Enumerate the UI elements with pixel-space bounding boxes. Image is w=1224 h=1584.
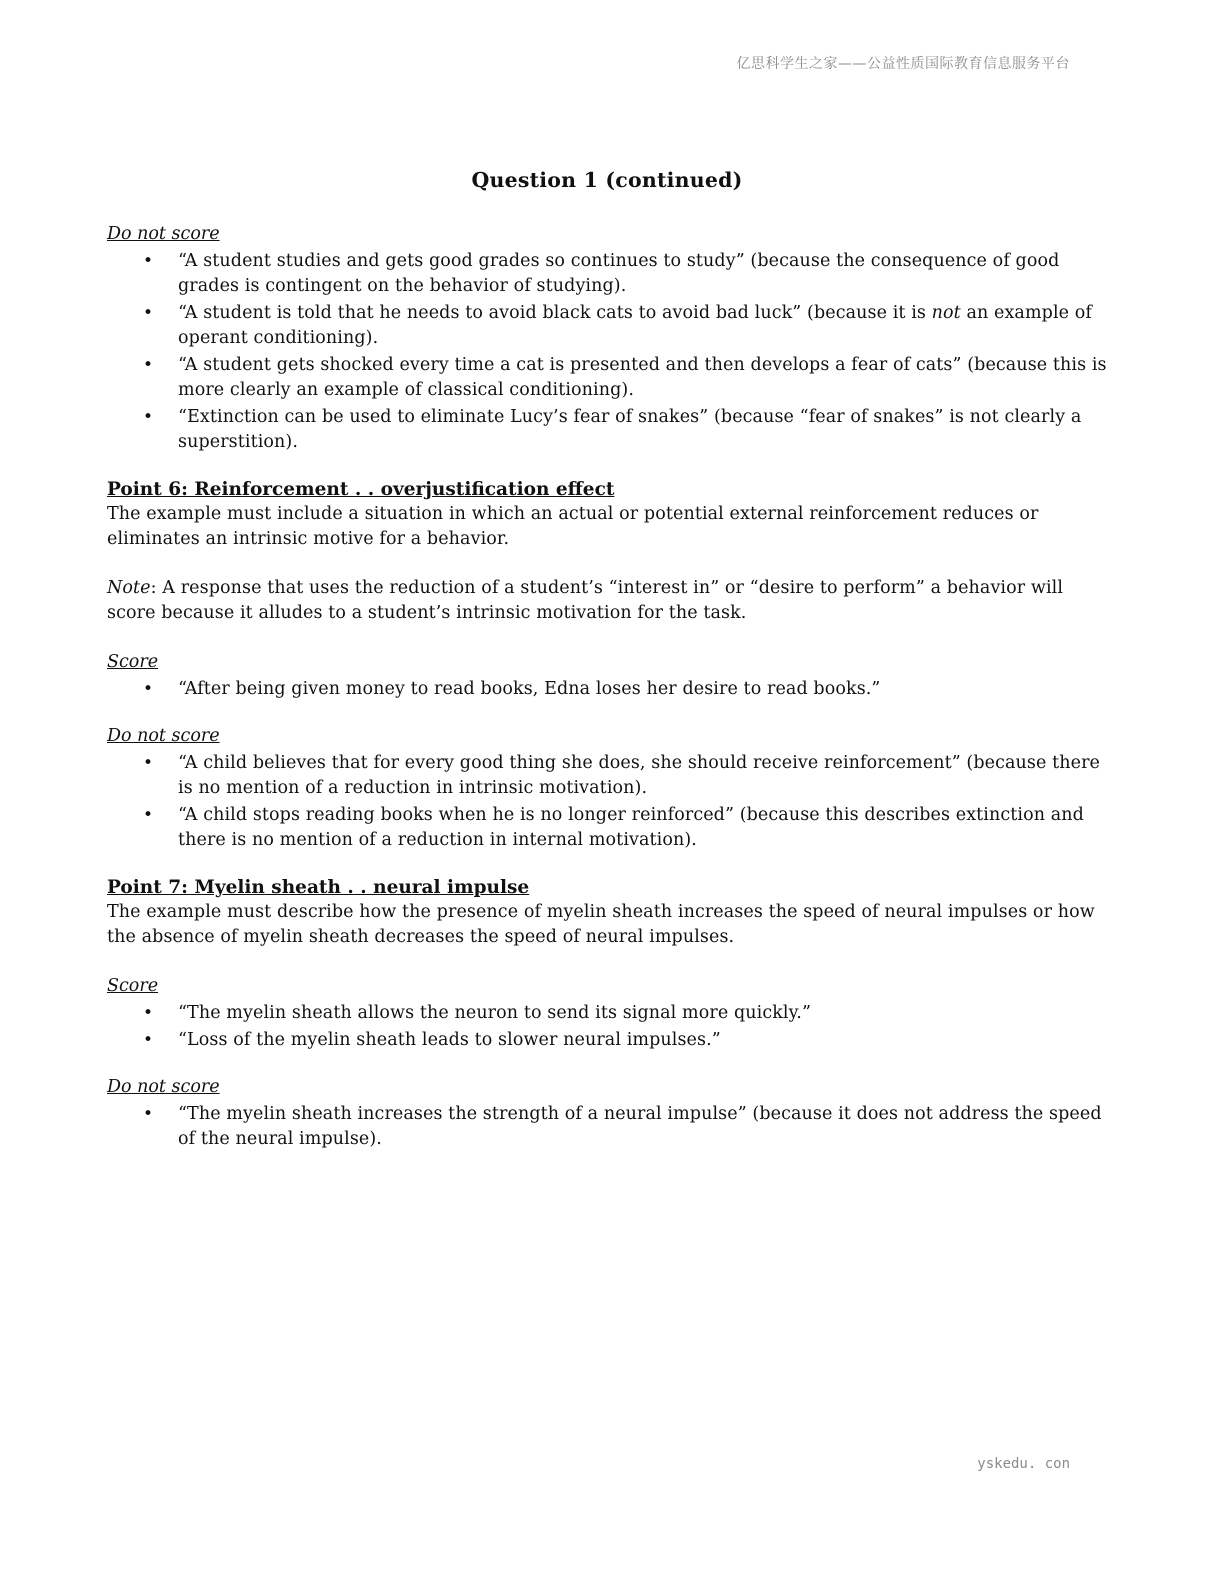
point-6-title: Point 6: Reinforcement . . overjustification effect (107, 479, 615, 500)
footer-watermark: yskedu. con (977, 1456, 1070, 1472)
document-body (107, 168, 1107, 1154)
list-item: • “The myelin sheath increases the strength of a neural impulse” (because it does not address the speed of the neural impulse). (178, 1102, 1107, 1152)
score-list (107, 1001, 1107, 1053)
list-item: • “Extinction can be used to eliminate Lucy’s fear of snakes” (because “fear of snakes” is not clearly a superstition). (178, 405, 1107, 455)
header-watermark: 亿思科学生之家——公益性质国际教育信息服务平台 (736, 56, 1070, 72)
list-item: • “The myelin sheath allows the neuron to send its signal more quickly.” (178, 1001, 1107, 1026)
do-not-score-list (107, 1102, 1107, 1152)
note-label: Note (107, 578, 151, 598)
section-label-do-not-score: Do not score (107, 224, 220, 244)
point-6-note (107, 576, 1107, 626)
list-item-text: “A student is told that he needs to avoid black cats to avoid bad luck” (because it is (178, 303, 932, 323)
section-label-do-not-score: Do not score (107, 726, 220, 746)
point-7-description: The example must describe how the presence of myelin sheath increases the speed of neural impulses or how the absence of myelin sheath decreases the speed of neural impulses. (107, 902, 1095, 947)
list-item-text: an example of operant conditioning). (178, 303, 1092, 348)
list-item: • “A student studies and gets good grades so continues to study” (because the consequence of good grades is contingent on the behavior of studying). (178, 249, 1107, 299)
point-6-description: The example must include a situation in which an actual or potential external reinforcement reduces or eliminates an intrinsic motive for a behavior. (107, 504, 1039, 549)
section-label-score: Score (107, 976, 159, 996)
list-item: • “A child believes that for every good thing she does, she should receive reinforcement” (because there is no mention of a reduction in intrinsic motivation). (178, 751, 1107, 801)
page-title: Question 1 (continued) (471, 168, 743, 192)
note-text: : A response that uses the reduction of a student’s “interest in” or “desire to perform” a behavior will score because it alludes to a student’s intrinsic motivation for the task. (107, 578, 1064, 623)
score-list (107, 677, 1107, 702)
section-label-score: Score (107, 652, 159, 672)
emphasis-text: not (931, 303, 961, 323)
list-item: • “After being given money to read books, Edna loses her desire to read books.” (178, 677, 1107, 702)
do-not-score-list (107, 249, 1107, 455)
list-item (178, 301, 1107, 351)
list-item: • “A student gets shocked every time a cat is presented and then develops a fear of cats” (because this is more clearly an example of classical conditioning). (178, 353, 1107, 403)
list-item: • “A child stops reading books when he is no longer reinforced” (because this describes extinction and there is no mention of a reduction in internal motivation). (178, 803, 1107, 853)
section-label-do-not-score: Do not score (107, 1077, 220, 1097)
do-not-score-list (107, 751, 1107, 853)
list-item: • “Loss of the myelin sheath leads to slower neural impulses.” (178, 1028, 1107, 1053)
point-7-title: Point 7: Myelin sheath . . neural impulse (107, 877, 530, 898)
